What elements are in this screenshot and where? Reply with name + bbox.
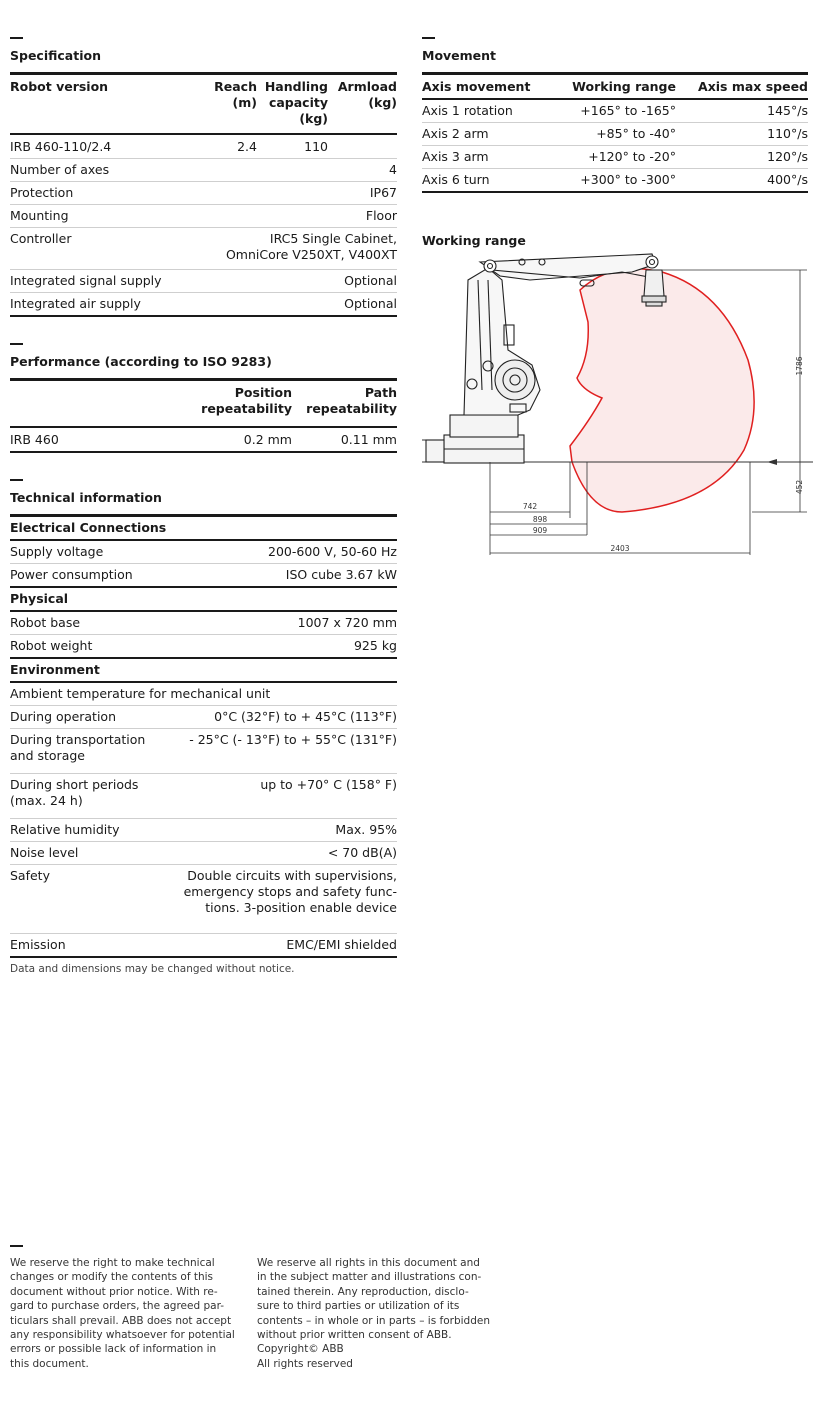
dim-2403: 2403 bbox=[610, 544, 630, 553]
tech-row: Relative humidity Max. 95% bbox=[10, 819, 397, 842]
model-name: IRB 460-110/2.4 bbox=[10, 139, 112, 154]
dim-909: 909 bbox=[532, 526, 548, 535]
tech-row: Robot base 1007 x 720 mm bbox=[10, 612, 397, 635]
right-column bbox=[422, 37, 808, 257]
tech-row: Safety Double circuits with supervisions, emergency stops and safety func- tions. 3-position enable device bbox=[10, 865, 397, 934]
model-row bbox=[10, 135, 397, 159]
tech-row: Power consumption ISO cube 3.67 kW bbox=[10, 564, 397, 588]
model-capacity: 110 bbox=[304, 139, 328, 154]
dim-742: 742 bbox=[522, 502, 538, 511]
dim-1786: 1786 bbox=[795, 356, 804, 376]
spec-row: Integrated signal supply Optional bbox=[10, 270, 397, 293]
movement-row: Axis 2 arm +85° to -40° 110°/s bbox=[422, 123, 808, 146]
spec-row: Integrated air supply Optional bbox=[10, 293, 397, 317]
technical-title: Technical information bbox=[10, 490, 162, 505]
header-reach: Reach (m) bbox=[214, 79, 257, 110]
movement-header-row: Axis movement Working range Axis max speed bbox=[422, 75, 808, 100]
model-reach: 2.4 bbox=[237, 139, 257, 154]
header-robot-version: Robot version bbox=[10, 79, 109, 94]
tech-row: Ambient temperature for mechanical unit bbox=[10, 683, 397, 706]
footer-right-text: We reserve all rights in this document and in the subject matter and illustrations con- tained therein. Any reproduction, disclo- sure to third parties or utilization of its contents – in whole or in parts – is forbidden without prior written consent of ABB. Copyright© ABB All rights reserved bbox=[257, 1257, 490, 1370]
header-path-repeatability: Path repeatability bbox=[306, 385, 397, 416]
electrical-heading: Electrical Connections bbox=[10, 517, 397, 541]
spec-row: Protection IP67 bbox=[10, 182, 397, 205]
header-handling-capacity: Handling capacity (kg) bbox=[264, 79, 328, 126]
footer-dash bbox=[10, 1245, 23, 1247]
footer bbox=[10, 1245, 800, 1371]
performance-header-row bbox=[10, 381, 397, 426]
disclaimer-note: Data and dimensions may be changed without notice. bbox=[10, 963, 295, 975]
tech-row: Supply voltage 200-600 V, 50-60 Hz bbox=[10, 541, 397, 564]
dim-452: 452 bbox=[795, 479, 804, 495]
working-range-title: Working range bbox=[422, 233, 526, 248]
tech-row: During short periods (max. 24 h) up to +70° C (158° F) bbox=[10, 774, 397, 819]
section-dash bbox=[422, 37, 435, 39]
specification-header-row bbox=[10, 75, 397, 133]
header-position-repeatability: Position repeatability bbox=[201, 385, 292, 416]
tech-row: During transportation and storage - 25°C (- 13°F) to + 55°C (131°F) bbox=[10, 729, 397, 774]
tech-row: Robot weight 925 kg bbox=[10, 635, 397, 659]
spec-row: Number of axes 4 bbox=[10, 159, 397, 182]
section-dash bbox=[10, 479, 23, 481]
tech-row: Noise level < 70 dB(A) bbox=[10, 842, 397, 865]
physical-heading: Physical bbox=[10, 588, 397, 612]
movement-row: Axis 3 arm +120° to -20° 120°/s bbox=[422, 146, 808, 169]
performance-row: IRB 460 0.2 mm 0.11 mm bbox=[10, 428, 397, 453]
movement-title: Movement bbox=[422, 48, 497, 63]
footer-left-text: We reserve the right to make technical changes or modify the contents of this document without prior notice. With re- gard to purchase orders, the agreed par- ticulars shall prevail. ABB does not accept any responsibility whatsoever for potential errors or possible lack of information in this document. bbox=[10, 1257, 235, 1370]
movement-row: Axis 1 rotation +165° to -165° 145°/s bbox=[422, 100, 808, 123]
header-armload: Armload (kg) bbox=[337, 79, 397, 110]
tech-row: During operation 0°C (32°F) to + 45°C (113°F) bbox=[10, 706, 397, 729]
specification-title: Specification bbox=[10, 48, 101, 63]
left-column bbox=[10, 37, 397, 975]
spec-row: Mounting Floor bbox=[10, 205, 397, 228]
movement-row: Axis 6 turn +300° to -300° 400°/s bbox=[422, 169, 808, 193]
tech-row: Emission EMC/EMI shielded bbox=[10, 934, 397, 958]
dim-898: 898 bbox=[532, 515, 548, 524]
working-range-diagram bbox=[422, 250, 813, 560]
section-dash bbox=[10, 37, 23, 39]
performance-title: Performance (according to ISO 9283) bbox=[10, 354, 272, 369]
section-dash bbox=[10, 343, 23, 345]
spec-row: Controller IRC5 Single Cabinet, OmniCore V250XT, V400XT bbox=[10, 228, 397, 270]
environment-heading: Environment bbox=[10, 659, 397, 683]
